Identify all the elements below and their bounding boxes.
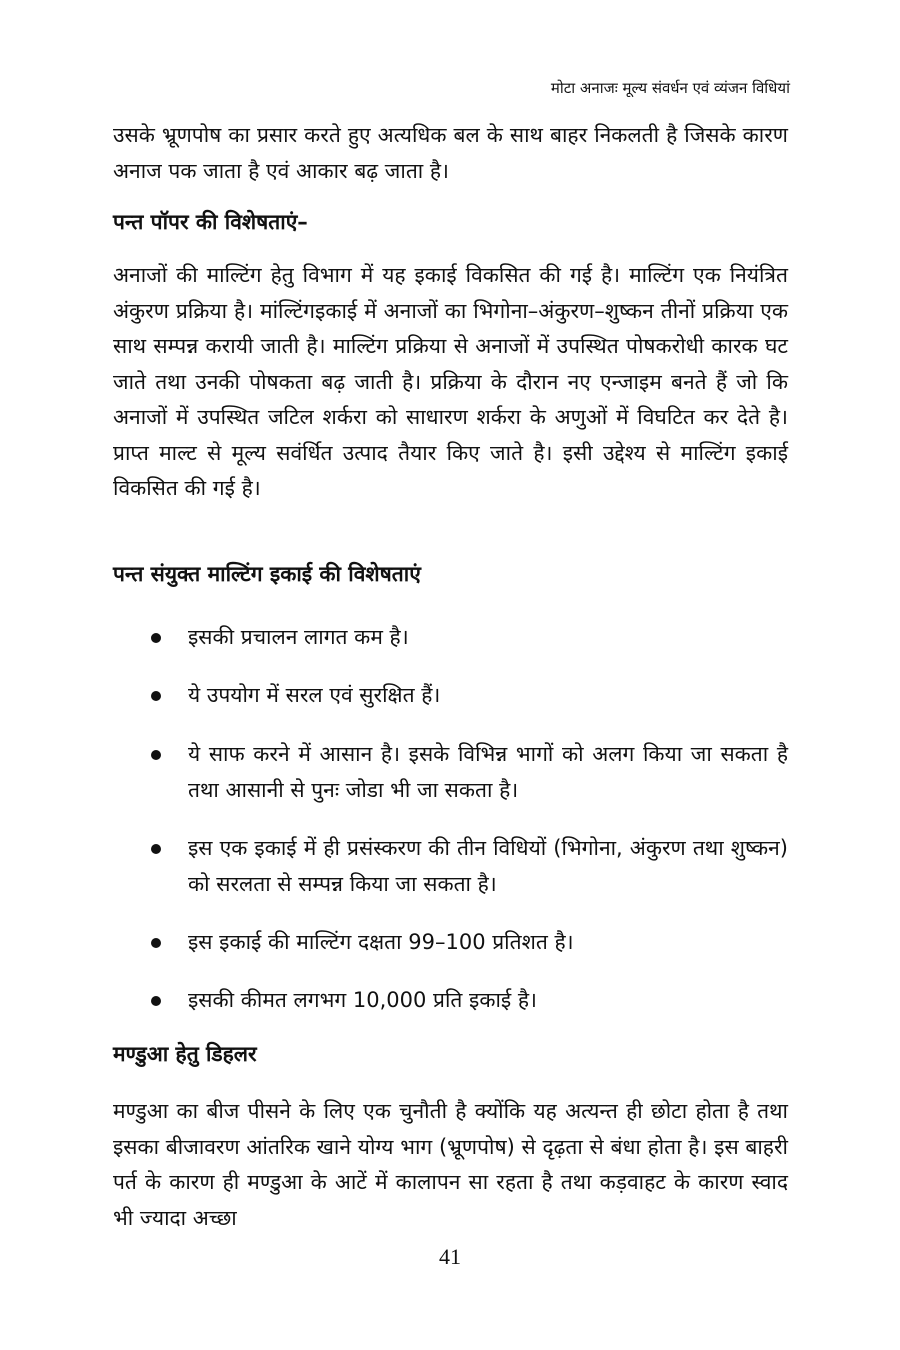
- mandua-paragraph: मण्डुआ का बीज पीसने के लिए एक चुनौती है क्योंकि यह अत्यन्त ही छोटा होता है तथा इसका बीजावरण आंतरिक खाने योग्य भाग (भ्रूणपोष) से दृढ़ता से बंधा होता है। इस बाहरी पर्त के कारण ही मण्डुआ के आटें में कालापन सा रहता है तथा कड़वाहट के कारण स्वाद भी ज्यादा अच्छा: [113, 1099, 788, 1230]
- list-item: [113, 678, 788, 714]
- list-item: [113, 983, 788, 1019]
- list-item: [113, 620, 788, 656]
- page-number: 41: [439, 1244, 461, 1269]
- bullet-icon: [151, 996, 161, 1006]
- list-item: [113, 925, 788, 961]
- list-item-text: इस इकाई की माल्टिंग दक्षता 99–100 प्रतिशत है।: [188, 930, 574, 954]
- intro-paragraph: उसके भ्रूणपोष का प्रसार करते हुए अत्यधिक बल के साथ बाहर निकलती है जिसके कारण अनाज पक जाता है एवं आकार बढ़ जाता है।: [113, 123, 788, 183]
- bullet-icon: [151, 691, 161, 701]
- running-header: मोटा अनाजः मूल्य संवर्धन एवं व्यंजन विधियां: [550, 79, 790, 97]
- list-item-text: इसकी प्रचालन लागत कम है।: [188, 625, 409, 649]
- malting-unit-heading: पन्त संयुक्त माल्टिंग इकाई की विशेषताएं: [113, 562, 421, 586]
- list-item-text: ये उपयोग में सरल एवं सुरक्षित हैं।: [188, 683, 441, 707]
- list-item-text: इस एक इकाई में ही प्रसंस्करण की तीन विधियों (भिगोना, अंकुरण तथा शुष्कन) को सरलता से सम्पन्न किया जा सकता है।: [188, 836, 788, 896]
- malting-paragraph: अनाजों की माल्टिंग हेतु विभाग में यह इकाई विकसित की गई है। माल्टिंग एक नियंत्रित अंकुरण प्रक्रिया है। मांल्टिंगइकाई में अनाजों का भिगोना–अंकुरण–शुष्कन तीनों प्रक्रिया एक साथ सम्पन्न करायी जाती है। माल्टिंग प्रक्रिया से अनाजों में उपस्थित पोषकरोधी कारक घट जाते तथा उनकी पोषकता बढ़ जाती है। प्रक्रिया के दौरान नए एन्जाइम बनते हैं जो कि अनाजों में उपस्थित जटिल शर्करा को साधारण शर्करा के अणुओं में विघटित कर देते है। प्राप्त माल्ट से मूल्य सवंर्धित उत्पाद तैयार किए जाते है। इसी उद्देश्य से माल्टिंग इकाई विकसित की गई है।: [113, 263, 788, 500]
- list-item: [113, 831, 788, 902]
- dehuller-heading: मण्डुआ हेतु डिहलर: [113, 1042, 257, 1066]
- bullet-icon: [151, 844, 161, 854]
- list-item: [113, 737, 788, 808]
- list-item-text: ये साफ करने में आसान है। इसके विभिन्न भागों को अलग किया जा सकता है तथा आसानी से पुनः जोडा भी जा सकता है।: [188, 742, 788, 802]
- bullet-icon: [151, 750, 161, 760]
- popper-heading: पन्त पॉपर की विशेषताएं–: [113, 210, 308, 234]
- bullet-icon: [151, 938, 161, 948]
- list-item-text: इसकी कीमत लगभग 10,000 प्रति इकाई है।: [188, 988, 538, 1012]
- bullet-icon: [151, 633, 161, 643]
